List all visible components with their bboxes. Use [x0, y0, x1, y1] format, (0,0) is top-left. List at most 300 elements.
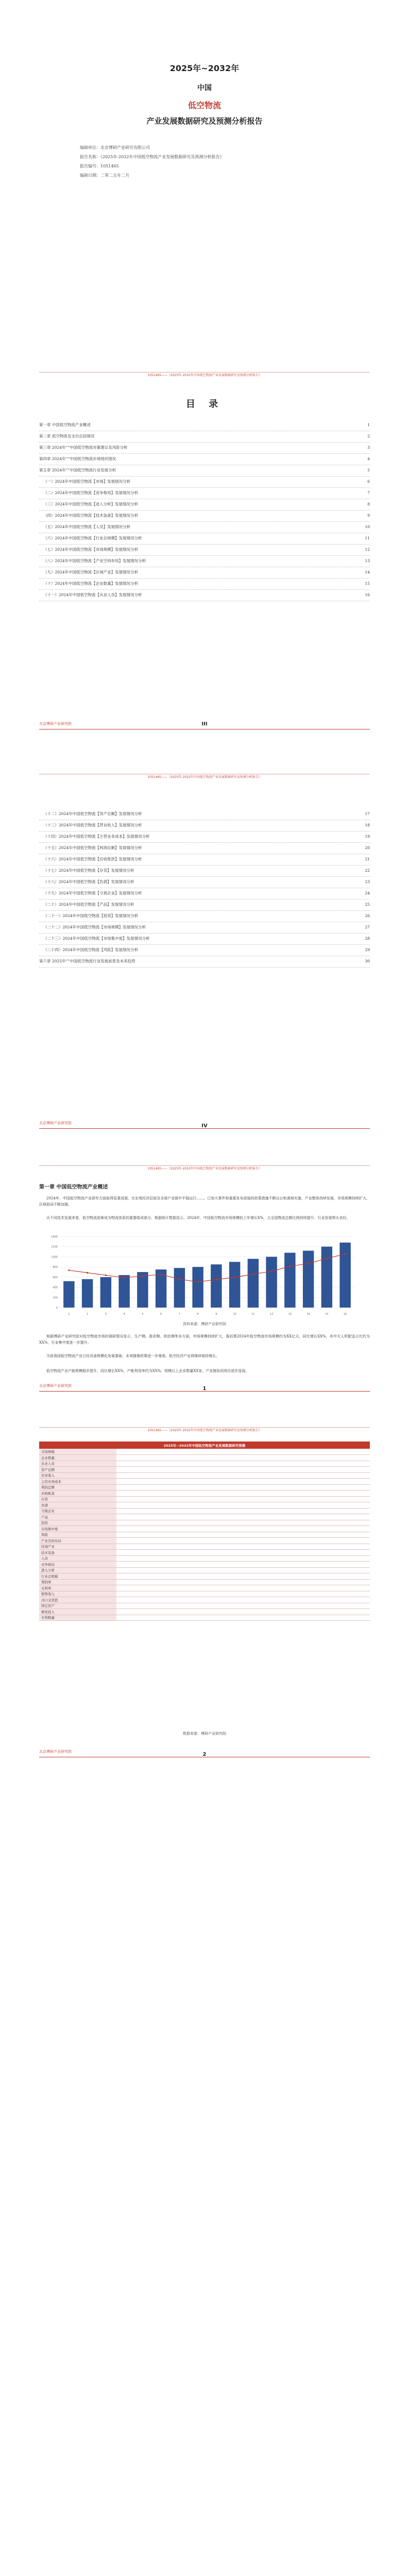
toc-item-title: （八）2024年中国低空物流【产业空间布局】发展情况分析 [43, 558, 146, 563]
toc-item-title: （二十四）2024年中国低空物流【风险】发展情况分析 [43, 947, 139, 952]
table-cell [116, 1562, 243, 1568]
toc-item-title: （十九）2024年中国低空物流【亏损企业】发展情况分析 [43, 891, 142, 895]
table-cell [116, 1538, 243, 1544]
x-tick-label: 4 [123, 1313, 125, 1316]
table-cell [116, 1597, 243, 1603]
toc-item[interactable] [39, 533, 370, 545]
toc-item[interactable] [39, 431, 370, 443]
chart-bar [339, 1243, 350, 1308]
toc-page-1 [0, 361, 409, 762]
toc-item-page: 1 [367, 422, 370, 427]
table-cell [116, 1585, 243, 1591]
toc-item-title: （十二）2024年中国低空物流【资产总额】发展情况分析 [43, 811, 142, 816]
table-cell-label: 应收账款 [39, 1490, 116, 1497]
toc-item-title: （九）2024年中国低空物流【区域产业】发展情况分析 [43, 570, 139, 574]
table-cell [243, 1609, 370, 1615]
table-row [39, 1573, 370, 1580]
chart-bar [100, 1277, 111, 1308]
table-cell-label: 销售收入 [39, 1591, 116, 1597]
x-tick-label: 5 [142, 1313, 144, 1316]
table-cell [243, 1508, 370, 1514]
footer-brand: 北京博研产业研究院 [39, 1121, 72, 1125]
page-header: 1051465——《2025年-2032年中国低空物流产业发展数据研究及预测分析报告》 [39, 1165, 370, 1173]
table-row [39, 1555, 370, 1562]
table-cell [243, 1544, 370, 1550]
chart-bar [284, 1253, 295, 1308]
toc-item-title: （二十二）2024年中国低空物流【市场规模】发展情况分析 [43, 925, 146, 929]
x-tick-label: 2 [87, 1313, 89, 1316]
table-cell-label: 利润总额 [39, 1484, 116, 1490]
table-row [39, 1502, 370, 1509]
chart-point [87, 1272, 88, 1274]
x-tick-label: 10 [233, 1313, 236, 1316]
table-cell [116, 1603, 243, 1609]
table-row [39, 1532, 370, 1538]
table-cell [243, 1461, 370, 1467]
table-cell-label: 市场集中度 [39, 1526, 116, 1532]
chart-bar [303, 1251, 314, 1308]
chart-point [197, 1281, 199, 1283]
toc-item-page: 24 [365, 891, 370, 895]
table-cell [116, 1508, 243, 1514]
footer-divider [39, 729, 370, 730]
paragraph: 2024年，中国低空物流产业研究方面取得显著进展，在宏观经济层面及全球产业链中平稳运行……。已知大事件和重要发布进展的政策措施不断出台和落地实施，产业整体持续发展，市场规模持续扩大，区域协同不断加强。 [39, 1196, 370, 1207]
cover-info [80, 143, 224, 180]
table-cell-label: 市场规模 [39, 1449, 116, 1455]
table-cell-label: 产品 [39, 1514, 116, 1520]
x-tick-label: 15 [325, 1313, 329, 1316]
table-header-row [39, 1442, 370, 1449]
toc-item-page: 26 [365, 913, 370, 918]
chart-point [179, 1278, 180, 1280]
toc-item-title: （六）2024年中国低空物流【行业总规模】发展情况分析 [43, 536, 142, 540]
toc-item-title: （十四）2024年中国低空物流【主营业务成本】发展情况分析 [43, 834, 150, 839]
chapter-title: 第一章 中国低空物流产业概述 [39, 1184, 108, 1190]
cover-page [0, 0, 409, 361]
table-cell [116, 1490, 243, 1497]
toc-item-page: 13 [365, 558, 370, 563]
chart-bar [192, 1267, 203, 1308]
x-tick-label: 3 [105, 1313, 107, 1316]
toc-item-page: 6 [367, 479, 370, 484]
table-cell-label: 人员 [39, 1555, 116, 1562]
cover-region: 中国 [197, 84, 212, 92]
table-cell [243, 1591, 370, 1597]
table-cell [116, 1567, 243, 1573]
chart-point [68, 1269, 70, 1271]
toc-item-page: 22 [365, 868, 370, 873]
toc-item-title: （十六）2024年中国低空物流【应收账款】发展情况分析 [43, 857, 142, 861]
table-cell [116, 1461, 243, 1467]
table-cell [243, 1490, 370, 1497]
toc-item-title: （七）2024年中国低空物流【市场规模】发展情况分析 [43, 547, 139, 552]
paragraph: 从不同技术发展来看，低空物流逐渐成为物流体系的重要组成部分，根据统计数据显示，2024年，中国低空物流市场规模较上年增长X%，占全国物流总额比例持续提升，行业发展势头良好。 [46, 1216, 350, 1220]
toc-item-page: 19 [365, 834, 370, 839]
page-number: 1 [202, 1386, 207, 1392]
table-row [39, 1597, 370, 1603]
page-number: III [201, 721, 208, 727]
table-cell [116, 1615, 243, 1621]
table-page [0, 1422, 409, 2401]
chart-bar [229, 1262, 240, 1308]
table-cell [243, 1538, 370, 1544]
y-tick-label: 1200 [51, 1245, 58, 1249]
table-row [39, 1603, 370, 1609]
toc-item[interactable] [39, 934, 370, 945]
table-row [39, 1520, 370, 1526]
table-cell [116, 1579, 243, 1585]
table-row [39, 1472, 370, 1479]
toc-item-page: 10 [365, 524, 370, 529]
toc-item-page: 23 [365, 879, 370, 884]
table-cell [243, 1502, 370, 1509]
toc-item-title: 第五章 2024年“”中国低空物流行业发展分析 [39, 468, 116, 472]
cover-years: 2025年~2032年 [169, 63, 240, 73]
table-row [39, 1538, 370, 1544]
table-row [39, 1467, 370, 1473]
cover-info-line: 报告编号：1051465 [80, 164, 119, 168]
toc-title: 目 录 [185, 399, 224, 410]
table-cell-label: 投资 [39, 1520, 116, 1526]
toc-item[interactable] [39, 877, 370, 888]
page-header: 1051465——《2025年-2032年中国低空物流产业发展数据研究及预测分析报告》 [39, 774, 370, 781]
table-cell-label: 负债 [39, 1502, 116, 1509]
toc-item-title: （四）2024年中国低空物流【技术装备】发展情况分析 [43, 513, 139, 518]
toc-item-title: （十七）2024年中国低空物流【存货】发展情况分析 [43, 868, 134, 873]
toc-list [39, 420, 370, 601]
table-cell [243, 1550, 370, 1556]
toc-item-title: 第四章 2024年“”中国低空物流市场现状情况 [39, 456, 116, 461]
toc-item[interactable] [39, 567, 370, 579]
chart-point [160, 1274, 162, 1275]
toc-item-page: 29 [365, 947, 370, 952]
x-tick-label: 6 [160, 1313, 162, 1316]
toc-item-title: （十三）2024年中国低空物流【营业收入】发展情况分析 [43, 823, 142, 827]
y-tick-label: 400 [53, 1286, 58, 1290]
toc-item[interactable] [39, 843, 370, 854]
toc-item-title: 第六章 2025年“”中国低空物流行业发展前景及未来趋势 [39, 959, 135, 963]
toc-item[interactable] [39, 820, 370, 832]
toc-item[interactable] [39, 922, 370, 934]
toc-item[interactable] [39, 911, 370, 922]
page-header: 1051465——《2025年-2032年中国低空物流产业发展数据研究及预测分析报告》 [39, 372, 370, 379]
toc-item[interactable] [39, 522, 370, 533]
toc-item[interactable] [39, 488, 370, 499]
table-cell-label: 风险 [39, 1532, 116, 1538]
table-cell [243, 1573, 370, 1580]
table-row [39, 1550, 370, 1556]
toc-item-title: 第一章 中国低空物流产业概述 [39, 422, 91, 427]
table-cell-label: 利润率 [39, 1579, 116, 1585]
toc-item-title: 第三章 2024年“”中国低空物流对策建议及风险分析 [39, 445, 128, 450]
chart-point [105, 1275, 107, 1276]
x-tick-label: 8 [197, 1313, 199, 1316]
table-cell [116, 1455, 243, 1461]
table-cell-label: 进入分析 [39, 1567, 116, 1573]
table-cell-label: 出口交货值 [39, 1597, 116, 1603]
table-cell [116, 1479, 243, 1485]
data-table [39, 1442, 370, 1621]
table-cell-label: 亏损企业 [39, 1508, 116, 1514]
toc-item-title: （一）2024年中国低空物流【市场】发展情况分析 [43, 479, 131, 484]
y-tick-label: 200 [53, 1296, 58, 1300]
table-row [39, 1461, 370, 1467]
toc-item-page: 20 [365, 845, 370, 850]
chart-point [124, 1277, 125, 1278]
table-cell [243, 1467, 370, 1473]
toc-item-title: （三）2024年中国低空物流【进入分析】发展情况分析 [43, 502, 139, 506]
table-cell [116, 1484, 243, 1490]
table-cell-label: 固定资产 [39, 1603, 116, 1609]
toc-item-page: 4 [367, 456, 370, 461]
toc-item-page: 30 [365, 959, 370, 963]
table-cell [243, 1579, 370, 1585]
cover-info-line: 编制日期：二零二五年二月 [80, 173, 129, 178]
table-cell-label: 营业收入 [39, 1472, 116, 1479]
toc-page-2 [0, 762, 409, 1154]
table-row [39, 1514, 370, 1520]
table-cell [116, 1449, 243, 1455]
footer-brand: 北京博研产业研究院 [39, 722, 72, 726]
chart-point [308, 1263, 309, 1264]
toc-item-page: 18 [365, 823, 370, 827]
table-cell-label: 资产总额 [39, 1467, 116, 1473]
table-cell [116, 1467, 243, 1473]
table-cell [243, 1603, 370, 1609]
chart-bar [211, 1264, 221, 1308]
table-row [39, 1526, 370, 1532]
table-cell [243, 1472, 370, 1479]
table-cell [243, 1514, 370, 1520]
table-cell [116, 1502, 243, 1509]
table-cell [243, 1615, 370, 1621]
chart-bar [248, 1259, 259, 1308]
table-row [39, 1609, 370, 1615]
toc-item[interactable] [39, 420, 370, 431]
toc-item[interactable] [39, 590, 370, 601]
x-tick-label: 14 [306, 1313, 310, 1316]
table-row [39, 1585, 370, 1591]
chart-point [326, 1258, 328, 1259]
toc-item-page: 3 [367, 445, 370, 450]
toc-item-title: （二十三）2024年中国低空物流【市场集中度】发展情况分析 [43, 936, 150, 941]
chart-point [142, 1275, 143, 1277]
chart-bar [174, 1268, 185, 1308]
chart-caption: 资料来源：博研产业研究院 [183, 1322, 226, 1326]
toc-item[interactable] [39, 556, 370, 567]
cover-title: 产业发展数据研究及预测分析报告 [146, 116, 263, 126]
toc-item[interactable] [39, 443, 370, 454]
x-tick-label: 9 [215, 1313, 217, 1316]
toc-item[interactable] [39, 511, 370, 522]
paragraph: 根据博研产业研究院对低空物流市场的调研情况显示，生产侧、需求侧、供给侧等多方面，市场规模持续扩大，据估算2024年低空物流市场规模约为XX亿元，同比增长XX%，其中无人机配送占比约为XX%，行业集中度进一步提升。 [39, 1334, 370, 1345]
x-tick-label: 1 [68, 1313, 70, 1316]
toc-item[interactable] [39, 866, 370, 877]
cover-info-line: 编制单位：北京博研产业研究有限公司 [80, 145, 150, 150]
table-row [39, 1567, 370, 1573]
table-row [39, 1455, 370, 1461]
table-cell [243, 1526, 370, 1532]
toc-item[interactable] [39, 956, 370, 968]
cover-industry: 低空物流 [188, 100, 221, 110]
table-cell [116, 1496, 243, 1502]
table-source: 数据来源：博研产业研究院 [183, 1732, 226, 1736]
x-tick-label: 7 [178, 1313, 180, 1316]
toc-list [39, 809, 370, 968]
toc-item[interactable] [39, 809, 370, 820]
table-cell [116, 1514, 243, 1520]
table-cell [243, 1455, 370, 1461]
page-number: 2 [202, 1752, 207, 1757]
table-cell [243, 1597, 370, 1603]
footer-brand: 北京博研产业研究院 [39, 1384, 72, 1388]
toc-item-title: （十八）2024年中国低空物流【负债】发展情况分析 [43, 879, 134, 884]
table-row [39, 1508, 370, 1514]
toc-item-title: （五）2024年中国低空物流【人员】发展情况分析 [43, 524, 131, 529]
table-cell-label: 专利数量 [39, 1615, 116, 1621]
chart-bar [63, 1281, 74, 1308]
paragraph: 低空物流产业产能规模稳步提升，同比增长XX%，产能利用率约为XX%，规模以上企业数量XX家，产业链协同效应逐步显现。 [46, 1369, 249, 1373]
table-cell [243, 1562, 370, 1568]
table-cell-label: 毛利率 [39, 1585, 116, 1591]
table-row [39, 1479, 370, 1485]
chart-bar [321, 1247, 332, 1308]
chart-point [234, 1277, 235, 1278]
x-tick-label: 13 [288, 1313, 292, 1316]
table-cell-label: 产业空间布局 [39, 1538, 116, 1544]
chart-bar [118, 1275, 129, 1308]
table-cell-label: 研发投入 [39, 1609, 116, 1615]
table-cell [243, 1479, 370, 1485]
x-tick-label: 11 [251, 1313, 255, 1316]
y-tick-label: 600 [53, 1276, 58, 1279]
table-cell [243, 1449, 370, 1455]
cover-info-line: 报告名称：《2025年-2032年中国低空物流产业发展数据研究及预测分析报告》 [80, 155, 224, 159]
toc-item-page: 14 [365, 570, 370, 574]
toc-item[interactable] [39, 477, 370, 488]
toc-item[interactable] [39, 945, 370, 956]
table-row [39, 1496, 370, 1502]
toc-item-title: 第二章 低空物流及支出总括情况 [39, 434, 95, 438]
toc-item-page: 9 [367, 513, 370, 518]
table-row [39, 1591, 370, 1597]
x-tick-label: 16 [343, 1313, 347, 1316]
table-cell-label: 企业数量 [39, 1455, 116, 1461]
toc-item-page: 2 [367, 434, 370, 438]
table-cell [243, 1585, 370, 1591]
table-cell-label: 区域产业 [39, 1544, 116, 1550]
toc-item[interactable] [39, 454, 370, 465]
toc-item-title: （二十一）2024年中国低空物流【投资】发展情况分析 [43, 913, 139, 918]
x-tick-label: 12 [269, 1313, 274, 1316]
toc-item-title: （十一）2024年中国低空物流【从业人员】发展情况分析 [43, 592, 142, 597]
footer-brand: 北京博研产业研究院 [39, 1750, 72, 1754]
table-cell [116, 1472, 243, 1479]
y-tick-label: 800 [53, 1266, 58, 1269]
table-row [39, 1615, 370, 1621]
table-cell [243, 1532, 370, 1538]
toc-item-page: 8 [367, 502, 370, 506]
toc-item-page: 11 [365, 536, 370, 540]
table-cell [243, 1484, 370, 1490]
table-cell [116, 1532, 243, 1538]
table-title: 2025年~2032年中国低空物流产业发展数据研究预测 [39, 1442, 370, 1449]
table-row [39, 1449, 370, 1455]
table-row [39, 1544, 370, 1550]
toc-item-title: （十五）2024年中国低空物流【利润总额】发展情况分析 [43, 845, 142, 850]
table-cell [116, 1544, 243, 1550]
toc-item-page: 16 [365, 592, 370, 597]
table-cell [116, 1591, 243, 1597]
table-cell-label: 从业人员 [39, 1461, 116, 1467]
toc-item[interactable] [39, 900, 370, 911]
chart-point [289, 1265, 291, 1267]
chart-point [271, 1270, 272, 1272]
table-row [39, 1490, 370, 1497]
toc-item[interactable] [39, 499, 370, 511]
table-cell-label: 存货 [39, 1496, 116, 1502]
table-cell-label: 技术装备 [39, 1550, 116, 1556]
table-cell [116, 1550, 243, 1556]
toc-item[interactable] [39, 888, 370, 900]
table-cell-label: 竞争格局 [39, 1562, 116, 1568]
chart-point [215, 1279, 217, 1280]
chart-bar [137, 1272, 148, 1308]
toc-item-page: 17 [365, 811, 370, 816]
toc-item-page: 7 [367, 490, 370, 495]
bar-line-chart [39, 1231, 370, 1319]
toc-item-page: 21 [365, 857, 370, 861]
chart-bar [82, 1279, 93, 1308]
toc-item-page: 25 [365, 902, 370, 907]
table-cell [116, 1573, 243, 1580]
page-number: IV [201, 1123, 208, 1129]
table-cell [243, 1555, 370, 1562]
table-row [39, 1579, 370, 1585]
toc-item-title: （二十）2024年中国低空物流【产品】发展情况分析 [43, 902, 134, 907]
toc-item-title: （二）2024年中国低空物流【竞争格局】发展情况分析 [43, 490, 139, 495]
table-cell [243, 1496, 370, 1502]
toc-item[interactable] [39, 832, 370, 843]
table-cell [116, 1609, 243, 1615]
toc-item-title: （十）2024年中国低空物流【企业数量】发展情况分析 [43, 581, 139, 586]
y-tick-label: 0 [56, 1307, 58, 1310]
toc-item[interactable] [39, 545, 370, 556]
table-cell-label: 行业总规模 [39, 1573, 116, 1580]
table-cell [243, 1520, 370, 1526]
toc-item-page: 27 [365, 925, 370, 929]
toc-item[interactable] [39, 854, 370, 866]
toc-item-page: 5 [367, 468, 370, 472]
table-cell-label: 主营业务成本 [39, 1479, 116, 1485]
toc-item[interactable] [39, 465, 370, 477]
y-tick-label: 1400 [51, 1235, 58, 1239]
table-cell [243, 1567, 370, 1573]
table-cell [116, 1520, 243, 1526]
paragraph: 当前我国低空物流产业已经具备规模化发展基础，未来随着政策进一步落地，低空经济产业将继续保持增长。 [46, 1354, 219, 1358]
chart-point [345, 1253, 346, 1255]
table-row [39, 1562, 370, 1568]
chart-bar [266, 1257, 277, 1308]
toc-item[interactable] [39, 579, 370, 590]
table-row [39, 1484, 370, 1490]
y-tick-label: 1000 [51, 1256, 58, 1259]
table-cell [116, 1555, 243, 1562]
page-header: 1051465——《2025年-2032年中国低空物流产业发展数据研究及预测分析报告》 [39, 1427, 370, 1434]
toc-item-page: 12 [365, 547, 370, 552]
chart-point [252, 1274, 254, 1275]
toc-item-page: 28 [365, 936, 370, 941]
